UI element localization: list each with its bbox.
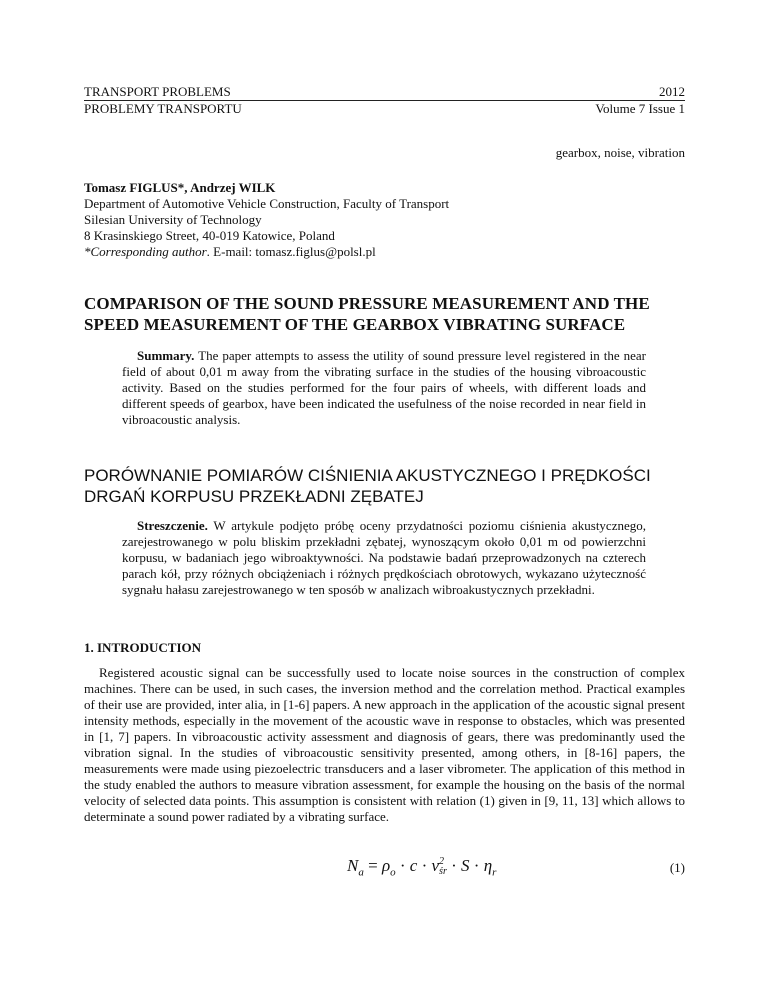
streszczenie-paragraph (122, 518, 646, 598)
keywords: gearbox, noise, vibration (555, 145, 685, 160)
summary-label: Summary. (137, 348, 195, 363)
paper-title-en: COMPARISON OF THE SOUND PRESSURE MEASUREMENT AND THE SPEED MEASUREMENT OF THE GEARBOX VIBRATING SURFACE (84, 294, 650, 334)
author-department: Department of Automotive Vehicle Construction, Faculty of Transport (84, 196, 450, 211)
journal-year: 2012 (659, 84, 685, 99)
streszczenie-text: W artykule podjęto próbę oceny przydatności poziomu ciśnienia akustycznego, zarejestrowanego w polu bliskim przekładni zębatej, wynoszącym około 0,01 m od powierzchni korpusu, w badaniach jego wibroaktywności. Na podstawie badań przeprowadzonych na czterech parach kół, przy różnych obciążeniach i różnych prędkościach obrotowych, wykazano użyteczność sygnału hałasu zarejestrowanego w ten sposób w analizach wibroakustycznych przekładni. (122, 518, 646, 597)
header-rule (84, 100, 685, 101)
paper-title-pl: PORÓWNANIE POMIARÓW CIŚNIENIA AKUSTYCZNEGO I PRĘDKOŚCI DRGAŃ KORPUSU PRZEKŁADNI ZĘBATEJ (84, 466, 651, 506)
author-address: 8 Krasinskiego Street, 40-019 Katowice, Poland (84, 228, 335, 243)
journal-name-en: TRANSPORT PROBLEMS (84, 84, 231, 99)
section-heading: 1. INTRODUCTION (84, 640, 202, 655)
author-names: Tomasz FIGLUS*, Andrzej WILK (84, 180, 276, 195)
journal-volume: Volume 7 Issue 1 (595, 101, 685, 116)
equation-number: (1) (669, 860, 685, 875)
introduction-paragraph: Registered acoustic signal can be successfully used to locate noise sources in the construction of complex machines. There can be used, in such cases, the inversion method and the correlation method. Practical examples of their use are provided, inter alia, in [1-6] papers. A new approach in the application of the acoustic signal present intensity methods, especially in the movement of the acoustic wave in response to obstacles, which was presented in [1, 7] papers. In vibroacoustic activity assessment and diagnosis of gears, there was predominantly used the vibration signal. In the studies of vibroacoustic sensitivity presented, among others, in [8-16] papers, the measurements were made using piezoelectric transducers and a laser vibrometer. The application of this method in the study enabled the authors to measure vibration assessment, for example the housing on the basis of the normal velocity of selected data points. This assumption is consistent with relation (1) given in [9, 11, 13] which allows to determinate a sound power radiated by a vibrating surface. (84, 665, 685, 824)
streszczenie-label: Streszczenie. (137, 518, 208, 533)
journal-name-pl: PROBLEMY TRANSPORTU (84, 101, 242, 116)
author-university: Silesian University of Technology (84, 212, 262, 227)
author-block (84, 180, 684, 260)
summary-paragraph (122, 348, 646, 428)
equation-1: $N_a = \rho_o \cdot c \cdot v$ 2 śr · $S \cdot \eta_r$ (347, 856, 497, 879)
corresponding-author: *Corresponding author. E-mail: tomasz.figlus@polsl.pl (84, 244, 376, 259)
summary-text: The paper attempts to assess the utility of sound pressure level registered in the near field of about 0,01 m away from the vibrating surface in the studies of the housing vibroacoustic activity. Based on the studies performed for the four pairs of wheels, with different loads and different speeds of gearbox, have been indicated the usefulness of the noise recorded in near field in vibroacoustic analysis. (122, 348, 646, 427)
